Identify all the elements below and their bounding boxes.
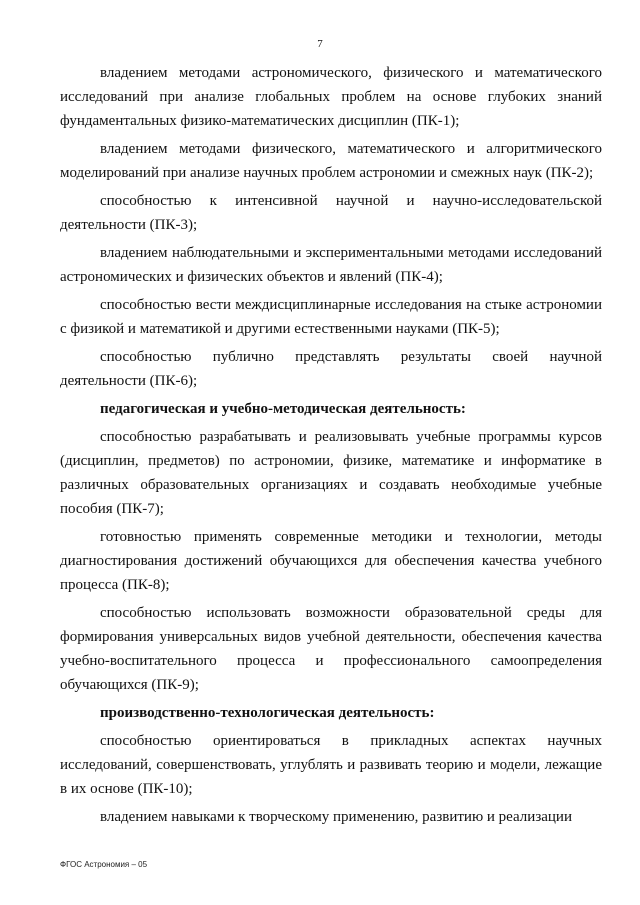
competency-pk11-start: владением навыками к творческому применению, развитию и реализации — [100, 809, 572, 825]
competency-pk7: способностью разрабатывать и реализовывать учебные программы курсов (дисциплин, предметов) по астрономии, физике, математике и информатике в различных образовательных организациях и создавать необходимые учебные пособия (ПК-7); — [60, 429, 602, 517]
competency-pk8: готовностью применять современные методики и технологии, методы диагностирования достижений обучающихся для обеспечения качества учебного процесса (ПК-8); — [60, 529, 602, 593]
competency-pk6: способностью публично представлять результаты своей научной деятельности (ПК-6); — [60, 349, 602, 389]
competency-pk5: способностью вести междисциплинарные исследования на стыке астрономии с физикой и математикой и другими естественными науками (ПК-5); — [60, 297, 602, 337]
competency-pk1: владением методами астрономического, физического и математического исследований при анализе глобальных проблем на основе глубоких знаний фундаментальных физико-математических дисциплин (ПК-1); — [60, 65, 602, 129]
competency-pk3: способностью к интенсивной научной и научно-исследовательской деятельности (ПК-3); — [60, 193, 602, 233]
competency-pk4: владением наблюдательными и экспериментальными методами исследований астрономических и физических объектов и явлений (ПК-4); — [60, 245, 602, 285]
competency-pk9: способностью использовать возможности образовательной среды для формирования универсальных видов учебной деятельности, обеспечения качества учебно-воспитательного процесса и профессионального самоопределения обучающихся (ПК-9); — [60, 605, 602, 693]
document-body — [60, 61, 602, 833]
competency-pk2: владением методами физического, математического и алгоритмического моделирований при анализе научных проблем астрономии и смежных наук (ПК-2); — [60, 141, 602, 181]
page-number: 7 — [317, 38, 323, 50]
section-heading-production: производственно-технологическая деятельность: — [100, 705, 435, 721]
document-footer: ФГОС Астрономия – 05 — [60, 860, 148, 869]
competency-pk10: способностью ориентироваться в прикладных аспектах научных исследований, совершенствовать, углублять и развивать теорию и модели, лежащие в их основе (ПК-10); — [60, 733, 602, 797]
section-heading-pedagogical: педагогическая и учебно-методическая деятельность: — [100, 401, 466, 417]
